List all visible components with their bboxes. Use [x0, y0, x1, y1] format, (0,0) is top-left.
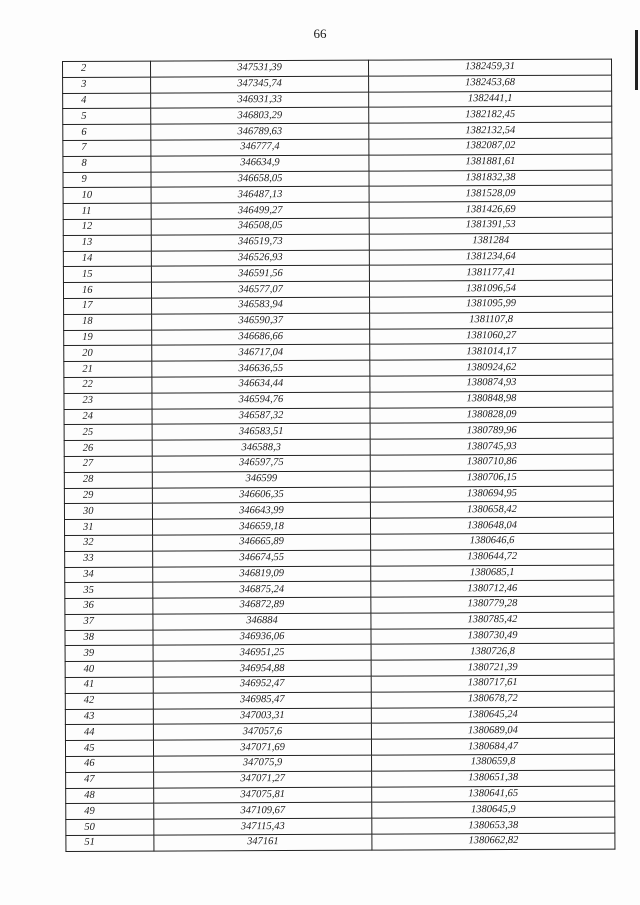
point-number-cell: 32	[65, 535, 153, 551]
y-coordinate-cell: 1381426,69	[369, 201, 612, 218]
x-coordinate-cell: 346591,56	[151, 266, 369, 283]
point-number-cell: 13	[63, 235, 151, 251]
x-coordinate-cell: 346519,73	[151, 234, 369, 251]
x-coordinate-cell: 346789,63	[151, 123, 369, 140]
point-number-cell: 50	[66, 819, 154, 835]
point-number-cell: 20	[64, 345, 152, 361]
y-coordinate-cell: 1381014,17	[370, 343, 613, 360]
y-coordinate-cell: 1380646,6	[371, 533, 614, 550]
x-coordinate-cell: 347057,6	[153, 724, 371, 741]
y-coordinate-cell: 1381060,27	[370, 328, 613, 345]
page-number: 66	[313, 26, 327, 41]
scan-edge-mark	[635, 30, 638, 90]
point-number-cell: 23	[64, 393, 152, 409]
x-coordinate-cell: 346686,66	[152, 329, 370, 346]
x-coordinate-cell: 346952,47	[153, 676, 371, 693]
point-number-cell: 8	[63, 156, 151, 172]
x-coordinate-cell: 346634,9	[151, 155, 369, 172]
y-coordinate-cell: 1380924,62	[370, 359, 613, 376]
y-coordinate-cell: 1380659,8	[372, 754, 615, 771]
x-coordinate-cell: 346597,75	[152, 455, 370, 472]
y-coordinate-cell: 1380710,86	[370, 454, 613, 471]
y-coordinate-cell: 1382459,31	[368, 59, 611, 76]
y-coordinate-cell: 1382441,1	[369, 91, 612, 108]
x-coordinate-cell: 346606,35	[152, 487, 370, 504]
point-number-cell: 4	[63, 93, 151, 109]
point-number-cell: 27	[64, 456, 152, 472]
point-number-cell: 6	[63, 124, 151, 140]
point-number-cell: 29	[64, 488, 152, 504]
point-number-cell: 5	[63, 109, 151, 125]
point-number-cell: 16	[63, 282, 151, 298]
y-coordinate-cell: 1380648,04	[370, 517, 613, 534]
point-number-cell: 21	[64, 361, 152, 377]
y-coordinate-cell: 1380684,47	[371, 738, 614, 755]
point-number-cell: 33	[65, 551, 153, 567]
point-number-cell: 47	[66, 772, 154, 788]
table-row	[66, 833, 615, 851]
x-coordinate-cell: 346936,06	[153, 629, 371, 646]
y-coordinate-cell: 1380874,93	[370, 375, 613, 392]
y-coordinate-cell: 1380726,8	[371, 644, 614, 661]
x-coordinate-cell: 347531,39	[151, 60, 369, 77]
point-number-cell: 14	[63, 251, 151, 267]
x-coordinate-cell: 346583,51	[152, 423, 370, 440]
x-coordinate-cell: 346951,25	[153, 645, 371, 662]
y-coordinate-cell: 1380717,61	[371, 675, 614, 692]
y-coordinate-cell: 1380645,9	[372, 802, 615, 819]
y-coordinate-cell: 1380848,98	[370, 391, 613, 408]
y-coordinate-cell: 1380706,15	[370, 470, 613, 487]
y-coordinate-cell: 1380689,04	[371, 723, 614, 740]
x-coordinate-cell: 346777,4	[151, 139, 369, 156]
x-coordinate-cell: 346594,76	[152, 392, 370, 409]
x-coordinate-cell: 346583,94	[152, 297, 370, 314]
x-coordinate-cell: 346508,05	[151, 218, 369, 235]
point-number-cell: 11	[63, 203, 151, 219]
x-coordinate-cell: 346599	[152, 471, 370, 488]
y-coordinate-cell: 1380779,28	[371, 596, 614, 613]
x-coordinate-cell: 347345,74	[151, 76, 369, 93]
point-number-cell: 2	[63, 61, 151, 77]
x-coordinate-cell: 346643,99	[152, 502, 370, 519]
point-number-cell: 22	[64, 377, 152, 393]
point-number-cell: 17	[64, 298, 152, 314]
x-coordinate-cell: 346872,89	[153, 597, 371, 614]
point-number-cell: 31	[65, 519, 153, 535]
x-coordinate-cell: 346659,18	[153, 518, 371, 535]
y-coordinate-cell: 1380645,24	[371, 707, 614, 724]
point-number-cell: 40	[65, 661, 153, 677]
coordinates-table	[62, 59, 615, 852]
x-coordinate-cell: 346665,89	[153, 534, 371, 551]
point-number-cell: 36	[65, 598, 153, 614]
y-coordinate-cell: 1380712,46	[371, 580, 614, 597]
x-coordinate-cell: 346590,37	[152, 313, 370, 330]
point-number-cell: 42	[65, 693, 153, 709]
point-number-cell: 12	[63, 219, 151, 235]
x-coordinate-cell: 346674,55	[153, 550, 371, 567]
y-coordinate-cell: 1380678,72	[371, 691, 614, 708]
x-coordinate-cell: 347075,81	[154, 787, 372, 804]
y-coordinate-cell: 1380685,1	[371, 565, 614, 582]
x-coordinate-cell: 346636,55	[152, 360, 370, 377]
point-number-cell: 38	[65, 630, 153, 646]
x-coordinate-cell: 346884	[153, 613, 371, 630]
y-coordinate-cell: 1381832,38	[369, 170, 612, 187]
point-number-cell: 18	[64, 314, 152, 330]
x-coordinate-cell: 346985,47	[153, 692, 371, 709]
y-coordinate-cell: 1382132,54	[369, 122, 612, 139]
point-number-cell: 45	[65, 740, 153, 756]
point-number-cell: 25	[64, 424, 152, 440]
y-coordinate-cell: 1382087,02	[369, 138, 612, 155]
point-number-cell: 44	[65, 725, 153, 741]
x-coordinate-cell: 347109,67	[154, 803, 372, 820]
y-coordinate-cell: 1381391,53	[369, 217, 612, 234]
point-number-cell: 41	[65, 677, 153, 693]
point-number-cell: 26	[64, 440, 152, 456]
y-coordinate-cell: 1380789,96	[370, 422, 613, 439]
y-coordinate-cell: 1382453,68	[369, 75, 612, 92]
x-coordinate-cell: 346587,32	[152, 408, 370, 425]
point-number-cell: 46	[66, 756, 154, 772]
x-coordinate-cell: 346819,09	[153, 566, 371, 583]
point-number-cell: 30	[64, 503, 152, 519]
y-coordinate-cell: 1381107,8	[370, 312, 613, 329]
y-coordinate-cell: 1381881,61	[369, 154, 612, 171]
y-coordinate-cell: 1380641,65	[372, 786, 615, 803]
y-coordinate-cell: 1380785,42	[371, 612, 614, 629]
x-coordinate-cell: 346658,05	[151, 171, 369, 188]
y-coordinate-cell: 1381528,09	[369, 185, 612, 202]
point-number-cell: 3	[63, 77, 151, 93]
y-coordinate-cell: 1381095,99	[370, 296, 613, 313]
point-number-cell: 39	[65, 646, 153, 662]
coordinates-table-body	[63, 59, 615, 851]
y-coordinate-cell: 1380828,09	[370, 407, 613, 424]
y-coordinate-cell: 1380653,38	[372, 817, 615, 834]
x-coordinate-cell: 346875,24	[153, 581, 371, 598]
x-coordinate-cell: 347071,27	[154, 771, 372, 788]
point-number-cell: 9	[63, 172, 151, 188]
x-coordinate-cell: 346526,93	[151, 250, 369, 267]
y-coordinate-cell: 1381234,64	[369, 249, 612, 266]
x-coordinate-cell: 346577,07	[151, 281, 369, 298]
x-coordinate-cell: 347115,43	[154, 818, 372, 835]
y-coordinate-cell: 1380721,39	[371, 659, 614, 676]
x-coordinate-cell: 346499,27	[151, 202, 369, 219]
x-coordinate-cell: 346487,13	[151, 187, 369, 204]
x-coordinate-cell: 347071,69	[153, 739, 371, 756]
point-number-cell: 51	[66, 835, 154, 851]
y-coordinate-cell: 1382182,45	[369, 106, 612, 123]
point-number-cell: 34	[65, 567, 153, 583]
x-coordinate-cell: 346588,3	[152, 439, 370, 456]
y-coordinate-cell: 1380644,72	[371, 549, 614, 566]
point-number-cell: 49	[66, 804, 154, 820]
point-number-cell: 24	[64, 409, 152, 425]
point-number-cell: 35	[65, 582, 153, 598]
point-number-cell: 15	[63, 266, 151, 282]
y-coordinate-cell: 1380694,95	[370, 486, 613, 503]
y-coordinate-cell: 1380658,42	[370, 501, 613, 518]
point-number-cell: 48	[66, 788, 154, 804]
point-number-cell: 10	[63, 187, 151, 203]
x-coordinate-cell: 346803,29	[151, 108, 369, 125]
y-coordinate-cell: 1380662,82	[372, 833, 615, 850]
x-coordinate-cell: 347003,31	[153, 708, 371, 725]
point-number-cell: 28	[64, 472, 152, 488]
point-number-cell: 7	[63, 140, 151, 156]
y-coordinate-cell: 1381177,41	[369, 264, 612, 281]
y-coordinate-cell: 1381284	[369, 233, 612, 250]
y-coordinate-cell: 1381096,54	[369, 280, 612, 297]
point-number-cell: 43	[65, 709, 153, 725]
y-coordinate-cell: 1380651,38	[372, 770, 615, 787]
x-coordinate-cell: 346954,88	[153, 660, 371, 677]
x-coordinate-cell: 347075,9	[154, 755, 372, 772]
point-number-cell: 37	[65, 614, 153, 630]
y-coordinate-cell: 1380730,49	[371, 628, 614, 645]
y-coordinate-cell: 1380745,93	[370, 438, 613, 455]
x-coordinate-cell: 347161	[154, 834, 372, 851]
point-number-cell: 19	[64, 330, 152, 346]
x-coordinate-cell: 346931,33	[151, 92, 369, 109]
x-coordinate-cell: 346634,44	[152, 376, 370, 393]
x-coordinate-cell: 346717,04	[152, 345, 370, 362]
